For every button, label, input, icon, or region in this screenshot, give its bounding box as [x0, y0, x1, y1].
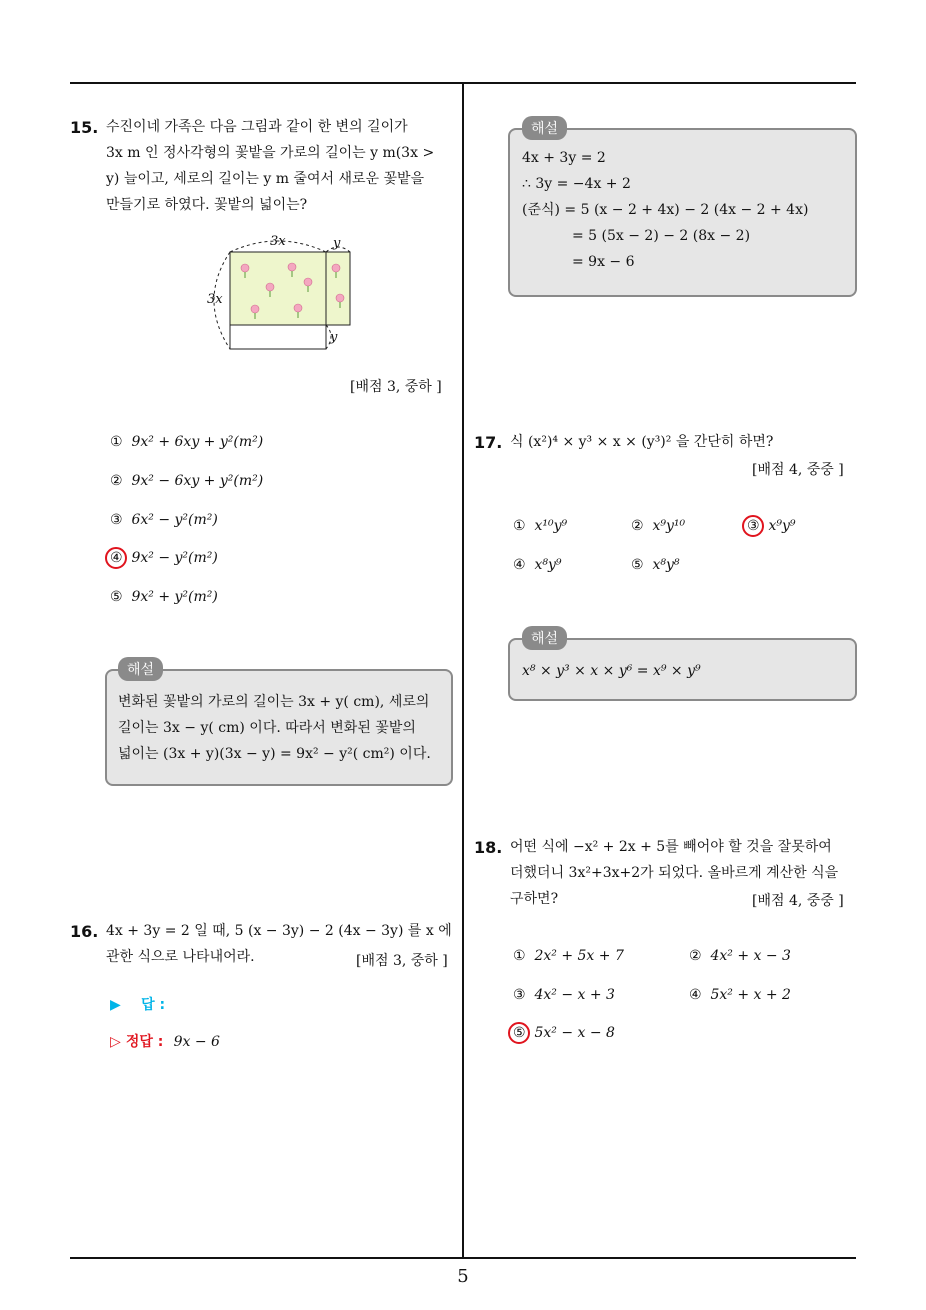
choice-item[interactable] — [110, 589, 218, 605]
bottom-rule — [70, 1257, 856, 1259]
choice-item[interactable] — [110, 434, 263, 450]
question-18-line: 어떤 식에 −x² + 2x + 5를 빼어야 할 것을 잘못하여 — [510, 839, 832, 855]
explanation-line: (준식) = 5 (x − 2 + 4x) − 2 (4x − 2 + 4x) — [522, 202, 809, 218]
choice-item[interactable] — [110, 512, 218, 528]
choice-text: 9x² + y²(m²) — [131, 589, 218, 605]
choice-text: 6x² − y²(m²) — [131, 512, 218, 528]
question-15-line: 수진이네 가족은 다음 그림과 같이 한 변의 길이가 — [106, 119, 408, 135]
page-number: 5 — [457, 1266, 469, 1287]
explanation-line: 넓이는 (3x + y)(3x − y) = 9x² − y²( cm²) 이다. — [118, 746, 431, 762]
choice-number: ① — [513, 948, 526, 964]
explanation-line: = 5 (5x − 2) − 2 (8x − 2) — [572, 228, 751, 244]
choice-number: ⑤ — [631, 557, 644, 573]
choice-text: 5x² + x + 2 — [710, 987, 791, 1003]
choice-number: ⑤ — [513, 1025, 526, 1041]
explanation-tag: 해설 — [522, 626, 567, 650]
correct-label: 정답 : — [125, 1034, 164, 1050]
choice-item[interactable] — [110, 473, 263, 489]
choice-item[interactable] — [513, 987, 615, 1003]
play-outline-icon: ▷ — [110, 1034, 121, 1050]
choice-text: x⁹y⁹ — [768, 518, 796, 534]
choice-text: x⁹y¹⁰ — [652, 518, 686, 534]
explanation-line: 길이는 3x − y( cm) 이다. 따라서 변화된 꽃밭의 — [118, 720, 416, 736]
correct-value: 9x − 6 — [173, 1034, 220, 1050]
choice-number: ⑤ — [110, 589, 123, 605]
answer-field[interactable] — [110, 994, 165, 1014]
question-15-text — [106, 114, 458, 218]
question-15-line: 만들기로 하였다. 꽃밭의 넓이는? — [106, 197, 308, 213]
choice-item[interactable] — [631, 518, 685, 534]
choice-text: 9x² − 6xy + y²(m²) — [131, 473, 264, 489]
choice-number: ③ — [747, 518, 760, 534]
choice-number: ③ — [513, 987, 526, 1003]
choice-text: x⁸y⁹ — [534, 557, 562, 573]
explanation-line: 4x + 3y = 2 — [522, 150, 606, 166]
correct-answer — [110, 1031, 220, 1051]
question-16-line: 관한 식으로 나타내어라. — [106, 949, 255, 965]
question-15-line: y) 늘이고, 세로의 길이는 y m 줄여서 새로운 꽃밭을 — [106, 171, 425, 187]
choice-item[interactable] — [631, 557, 680, 573]
choice-number: ④ — [689, 987, 702, 1003]
question-17-number: 17. — [474, 433, 503, 452]
column-divider — [462, 84, 464, 1258]
choice-number: ③ — [110, 512, 123, 528]
choice-text: 2x² + 5x + 7 — [534, 948, 624, 964]
question-15-line: 3x m 인 정사각형의 꽃밭을 가로의 길이는 y m(3x > — [106, 145, 435, 161]
explanation-tag: 해설 — [522, 116, 567, 140]
figure-label-top: 3x — [270, 234, 286, 249]
answer-mark-circle — [742, 515, 764, 537]
question-15-number: 15. — [70, 118, 99, 137]
choice-number: ② — [689, 948, 702, 964]
explanation-text — [522, 145, 852, 275]
question-17-text: 식 (x²)⁴ × y³ × x × (y³)² 을 간단히 하면? — [510, 434, 774, 450]
choice-text: 9x² + 6xy + y²(m²) — [131, 434, 264, 450]
question-18-line: 구하면? — [510, 891, 559, 907]
answer-label: 답 : — [141, 997, 166, 1013]
explanation-line: ∴ 3y = −4x + 2 — [522, 176, 631, 192]
choice-item[interactable] — [513, 948, 624, 964]
choice-text: 4x² − x + 3 — [534, 987, 615, 1003]
choice-text: 4x² + x − 3 — [710, 948, 791, 964]
answer-mark-circle — [508, 1022, 530, 1044]
choice-item[interactable] — [689, 987, 791, 1003]
play-icon: ▶ — [110, 997, 121, 1013]
question-16-number: 16. — [70, 922, 99, 941]
choice-item[interactable] — [689, 948, 791, 964]
answer-mark-circle — [105, 547, 127, 569]
choice-text: 5x² − x − 8 — [534, 1025, 615, 1041]
explanation-text — [118, 689, 431, 767]
choice-text: 9x² − y²(m²) — [131, 550, 218, 566]
choice-number: ① — [513, 518, 526, 534]
question-18-meta: [배점 4, 중중 ] — [752, 893, 844, 909]
choice-text: x¹⁰y⁹ — [534, 518, 568, 534]
choice-number: ④ — [513, 557, 526, 573]
question-18-number: 18. — [474, 838, 503, 857]
explanation-line: = 9x − 6 — [572, 254, 635, 270]
question-16-meta: [배점 3, 중하 ] — [356, 953, 448, 969]
figure-label-right-top: y — [333, 236, 341, 251]
choice-text: x⁸y⁸ — [652, 557, 680, 573]
choice-item[interactable] — [513, 557, 562, 573]
choice-number: ② — [110, 473, 123, 489]
question-16-line: 4x + 3y = 2 일 때, 5 (x − 3y) − 2 (4x − 3y) 를 x 에 — [106, 923, 452, 939]
choice-number: ② — [631, 518, 644, 534]
choice-item[interactable] — [513, 518, 567, 534]
choice-number: ④ — [110, 550, 123, 566]
question-17-meta: [배점 4, 중중 ] — [752, 462, 844, 478]
explanation-text: x⁸ × y³ × x × y⁶ = x⁹ × y⁹ — [522, 663, 701, 679]
figure-label-left: 3x — [207, 292, 223, 307]
figure-label-right-bottom: y — [330, 330, 338, 345]
explanation-tag: 해설 — [118, 657, 163, 681]
choice-number: ① — [110, 434, 123, 450]
question-15-meta: [배점 3, 중하 ] — [350, 379, 442, 395]
question-18-line: 더했더니 3x²+3x+2가 되었다. 올바르게 계산한 식을 — [510, 865, 839, 881]
explanation-line: 변화된 꽃밭의 가로의 길이는 3x + y( cm), 세로의 — [118, 694, 430, 710]
